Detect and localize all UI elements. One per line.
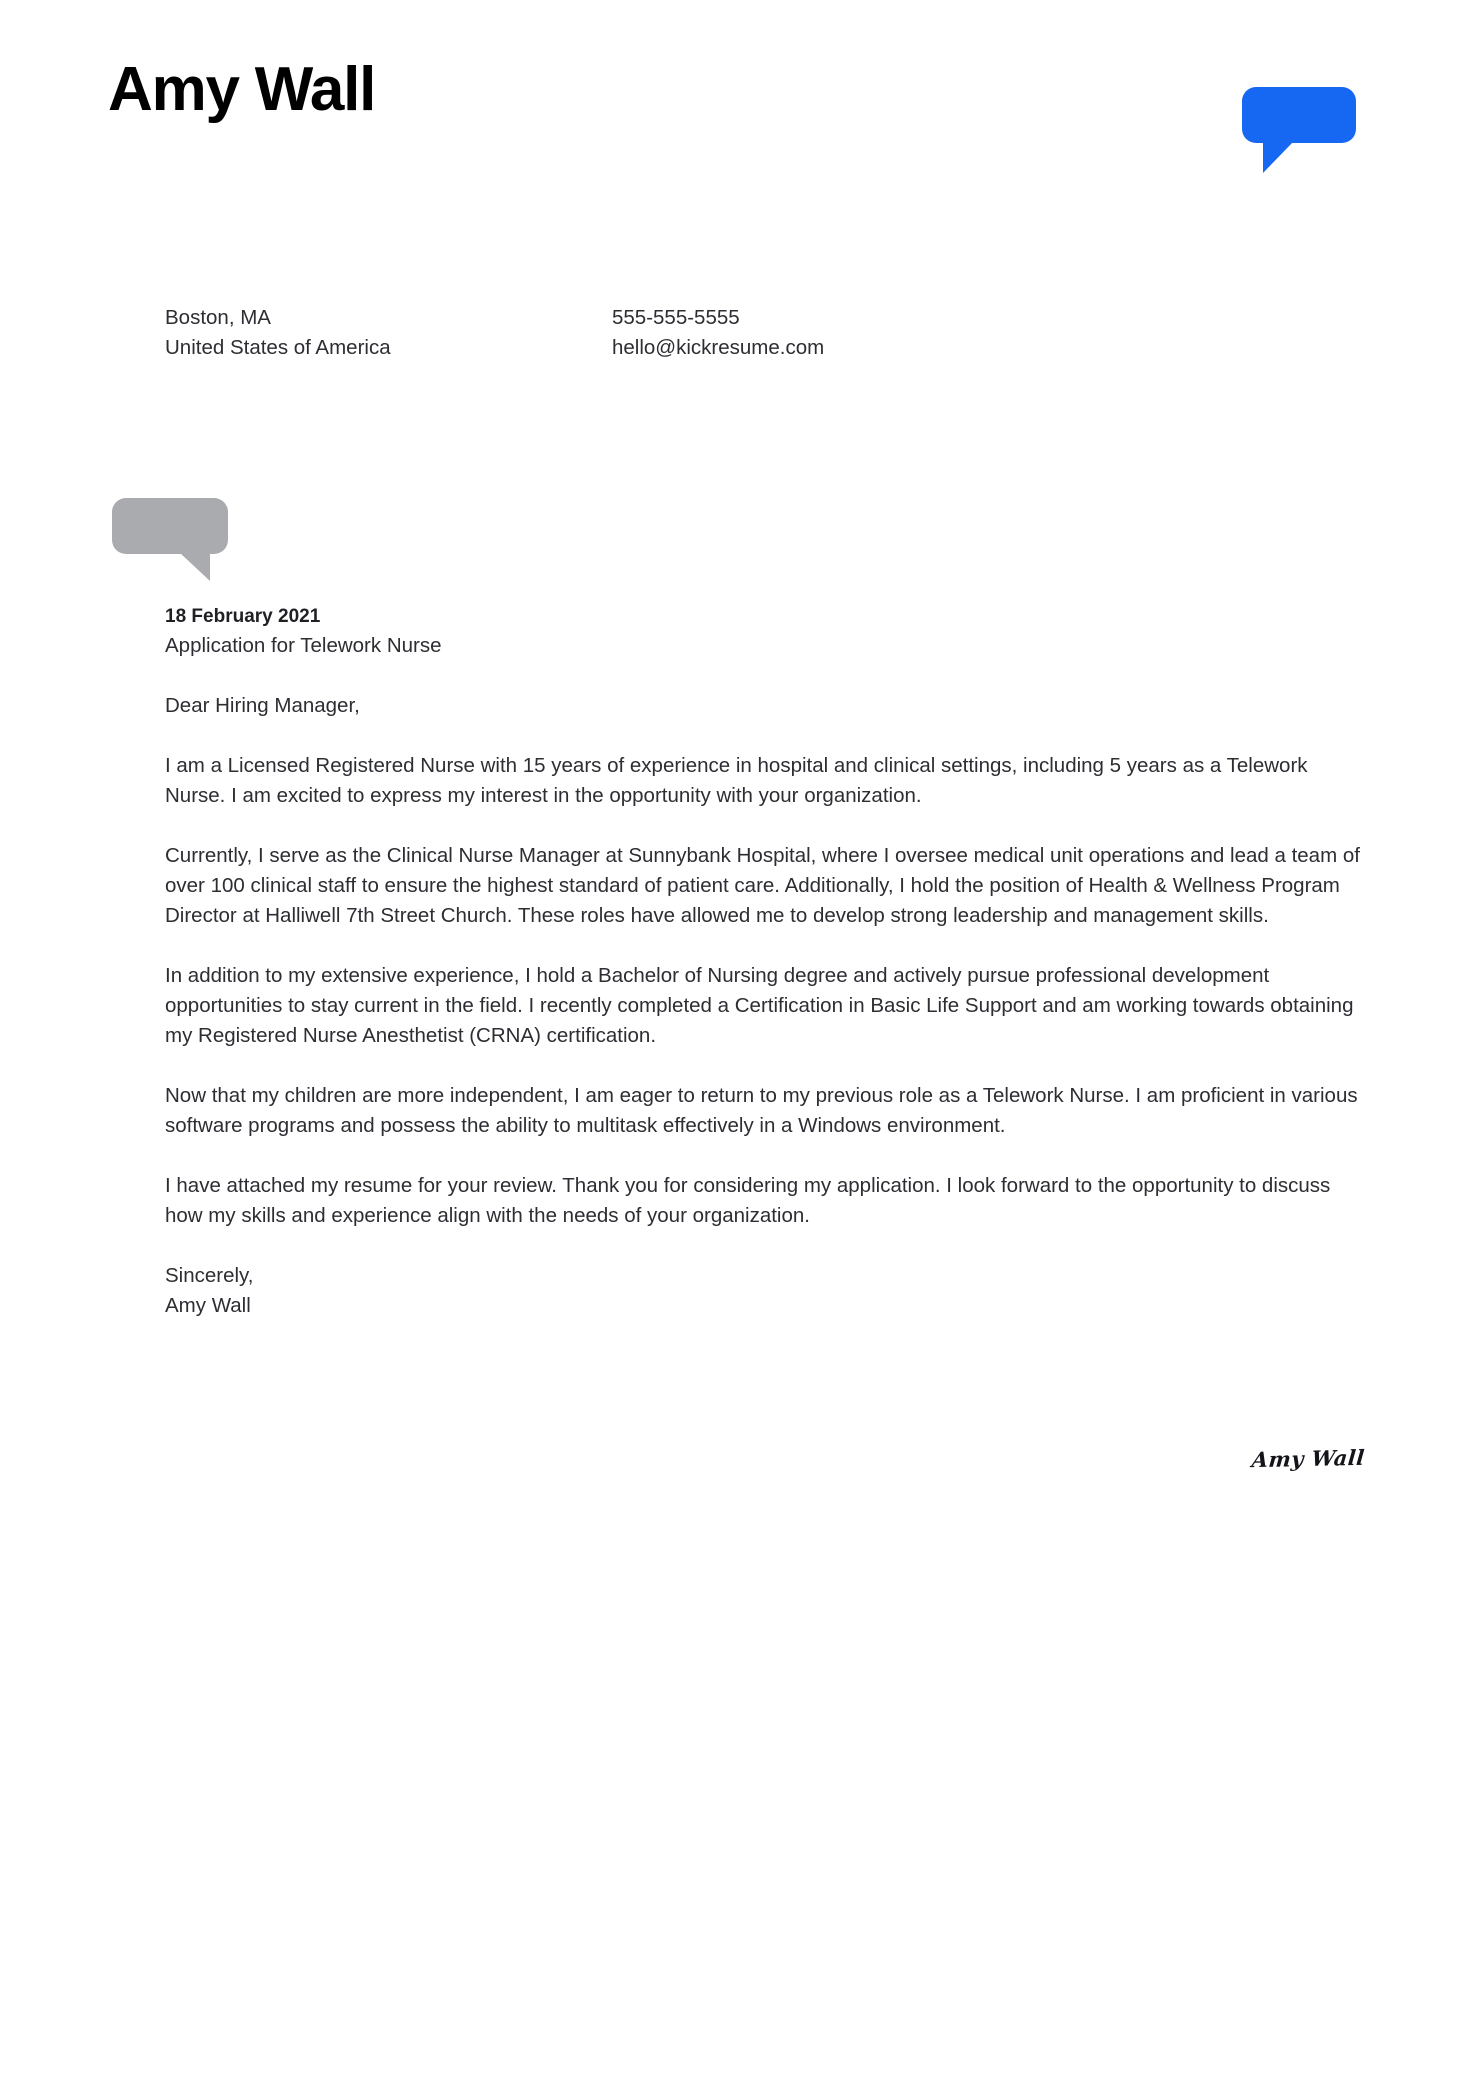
contact-country: United States of America [165, 336, 391, 359]
contact-info [165, 303, 1365, 363]
speech-bubble-body [112, 498, 228, 554]
letter-body [165, 603, 1361, 1321]
contact-email: hello@kickresume.com [612, 336, 825, 359]
page-title: Amy Wall [108, 55, 376, 124]
letter-subject: Application for Telework Nurse [165, 634, 442, 657]
letter-paragraph: In addition to my extensive experience, I hold a Bachelor of Nursing degree and actively pursue professional development opportunities to stay current in the field. I recently completed a Certification in Basic Life Support and am working towards obtaining my Registered Nurse Anesthetist (CRNA) certification. [165, 964, 1354, 1047]
speech-bubble-tail [180, 553, 210, 581]
letter-salutation: Dear Hiring Manager, [165, 694, 360, 717]
speech-bubble-tail [1263, 142, 1293, 173]
speech-bubble-icon-gray [112, 498, 228, 580]
contact-channels-column [612, 303, 1112, 363]
letter-paragraph: Now that my children are more independent, I am eager to return to my previous role as a Telework Nurse. I am proficient in various software programs and possess the ability to multitask effectively in a Windows environment. [165, 1084, 1358, 1137]
closing-phrase: Sincerely, [165, 1264, 254, 1287]
closing-name: Amy Wall [165, 1294, 251, 1317]
contact-address-column [165, 303, 612, 363]
letter-date: 18 February 2021 [165, 606, 321, 627]
speech-bubble-body [1242, 87, 1356, 143]
letter-paragraph: I have attached my resume for your review. Thank you for considering my application. I look forward to the opportunity to discuss how my skills and experience align with the needs of your organization. [165, 1174, 1331, 1227]
contact-location: Boston, MA [165, 306, 271, 329]
contact-phone: 555-555-5555 [612, 306, 740, 329]
letter-paragraph: Currently, I serve as the Clinical Nurse Manager at Sunnybank Hospital, where I oversee medical unit operations and lead a team of over 100 clinical staff to ensure the highest standard of patient care. Additionally, I hold the position of Health & Wellness Program Director at Halliwell 7th Street Church. These roles have allowed me to develop strong leadership and management skills. [165, 844, 1360, 927]
letter-paragraph: I am a Licensed Registered Nurse with 15 years of experience in hospital and clinical settings, including 5 years as a Telework Nurse. I am excited to express my interest in the opportunity with your organization. [165, 754, 1308, 807]
letter-closing [165, 1261, 1361, 1321]
signature: Amy Wall [1251, 1444, 1367, 1473]
speech-bubble-icon-blue [1242, 87, 1356, 173]
